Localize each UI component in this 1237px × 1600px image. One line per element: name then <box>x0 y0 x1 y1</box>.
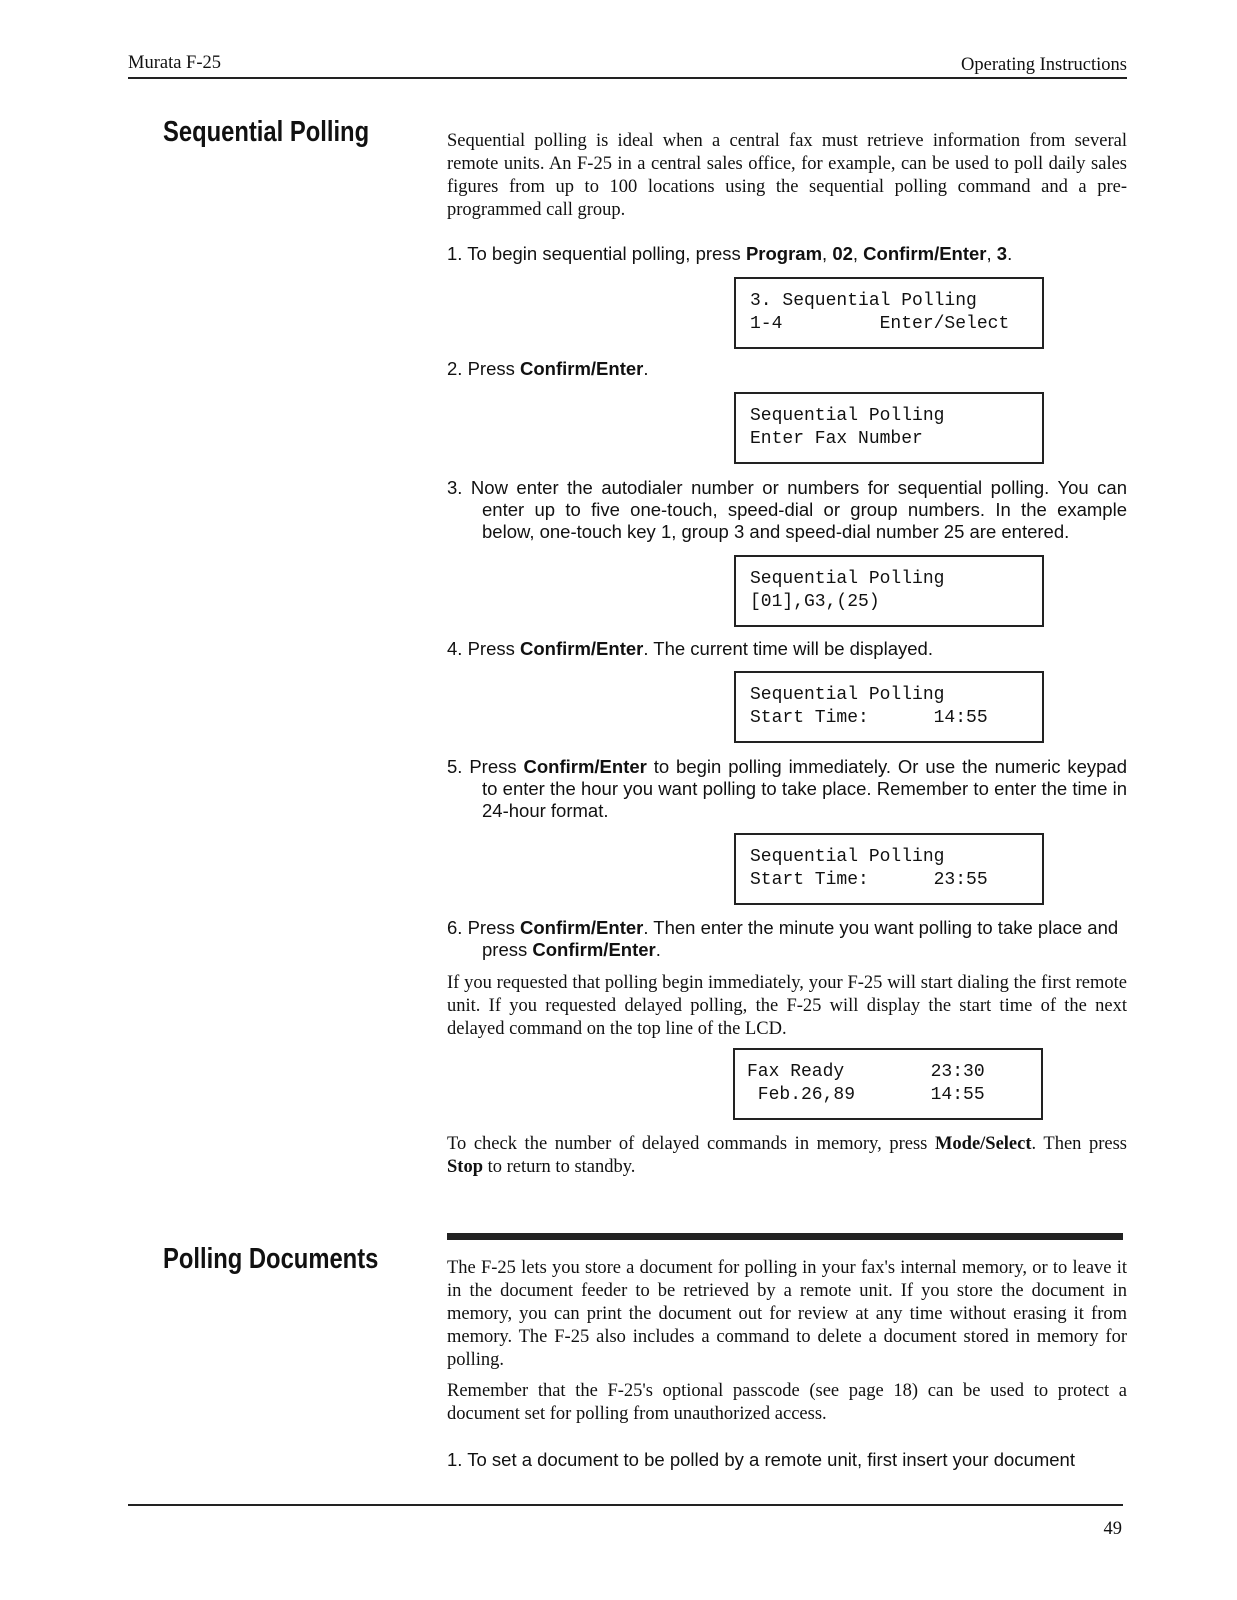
header-left: Murata F-25 <box>128 53 221 73</box>
text-run: 6. Press <box>447 917 520 938</box>
polling-documents-paragraph <box>447 1257 1127 1372</box>
lcd-line: 1-4 Enter/Select <box>750 314 1010 334</box>
lcd-line: Sequential Polling <box>750 685 945 705</box>
footer-rule <box>128 1504 1123 1506</box>
lcd-display-5 <box>734 833 1044 905</box>
text-run: To check the number of delayed commands in memory, press <box>447 1134 935 1154</box>
bold-key-name: 3 <box>996 243 1008 264</box>
lcd-display-3 <box>734 555 1044 627</box>
step-6 <box>447 917 1127 961</box>
bold-key-name: Confirm/Enter <box>863 243 987 264</box>
text-run: . The current time will be displayed. <box>643 638 933 659</box>
header-rule <box>128 77 1127 79</box>
polling-step-1 <box>447 1449 1127 1471</box>
bold-key-name: Program <box>745 243 823 264</box>
text-run: . Then press <box>1031 1134 1128 1154</box>
section-divider <box>447 1233 1123 1240</box>
text-run: 2. Press <box>447 358 520 379</box>
intro-paragraph <box>447 130 1127 222</box>
bold-key-name: Stop <box>447 1157 483 1177</box>
lcd-line: [01],G3,(25) <box>750 592 880 612</box>
bold-key-name: Confirm/Enter <box>532 939 656 960</box>
lcd-line: Sequential Polling <box>750 406 945 426</box>
lcd-display-2 <box>734 392 1044 464</box>
lcd-line: Fax Ready 23:30 <box>747 1062 985 1082</box>
text-run: 1. To set a document to be polled by a remote unit, first insert your document <box>447 1449 1075 1470</box>
text-run: . <box>655 939 661 960</box>
text-run: , <box>822 243 833 264</box>
bold-key-name: Mode/Select <box>934 1134 1032 1154</box>
lcd-line: Start Time: 23:55 <box>750 870 988 890</box>
immediate-polling-paragraph <box>447 972 1127 1041</box>
text-run: 3. Now enter the autodialer number or numbers for sequential polling. You can enter up to five one-touch, speed-dial or group numbers. In the example below, one-touch key 1, group 3 and speed-dial number 25 are entered. <box>447 477 1127 542</box>
lcd-display-6 <box>733 1048 1043 1120</box>
lcd-display-4 <box>734 671 1044 743</box>
text-run: to begin polling immediately. Or use the numeric keypad to enter the hour you want polling to take place. Remember to enter the time in 24-hour format. <box>482 756 1128 821</box>
section-title-polling-documents: Polling Documents <box>163 1243 379 1275</box>
lcd-line: Enter Fax Number <box>750 429 923 449</box>
delayed-commands-paragraph <box>447 1133 1127 1179</box>
text-run: The F-25 lets you store a document for polling in your fax's internal memory, or to leave it in the document feeder to be retrieved by a remote unit. If you store the document in memory, you can print the document out for review at any time without erasing it from memory. The F-25 also includes a command to delete a document stored in memory for polling. <box>447 1258 1127 1370</box>
text-run: Remember that the F-25's optional passcode (see page 18) can be used to protect a document set for polling from unauthorized access. <box>447 1381 1127 1424</box>
text-run: to return to standby. <box>483 1157 636 1177</box>
lcd-display-1 <box>734 277 1044 349</box>
bold-key-name: Confirm/Enter <box>523 756 647 777</box>
text-run: , <box>986 243 997 264</box>
text-run: 1. To begin sequential polling, press <box>447 243 746 264</box>
step-1 <box>447 243 1127 265</box>
text-run: . <box>643 358 649 379</box>
passcode-paragraph <box>447 1380 1127 1426</box>
text-run: . <box>1007 243 1013 264</box>
step-2 <box>447 358 1127 380</box>
step-5 <box>447 756 1127 822</box>
lcd-line: Sequential Polling <box>750 569 945 589</box>
lcd-line: Feb.26,89 14:55 <box>747 1085 985 1105</box>
text-run: 5. Press <box>447 756 524 777</box>
bold-key-name: 02 <box>832 243 853 264</box>
lcd-line: 3. Sequential Polling <box>750 291 977 311</box>
step-3 <box>447 477 1127 543</box>
text-run: , <box>852 243 864 264</box>
page-number: 49 <box>1103 1519 1122 1539</box>
lcd-line: Start Time: 14:55 <box>750 708 988 728</box>
bold-key-name: Confirm/Enter <box>520 917 644 938</box>
step-4 <box>447 638 1127 660</box>
text-run: . Then enter the minute you want polling to take place and press <box>482 917 1119 960</box>
text-run: Sequential polling is ideal when a central fax must retrieve information from several remote units. An F-25 in a central sales office, for example, can be used to poll daily sales figures from up to 100 locations using the sequential polling command and a pre-programmed call group. <box>447 131 1127 220</box>
bold-key-name: Confirm/Enter <box>520 358 644 379</box>
bold-key-name: Confirm/Enter <box>520 638 644 659</box>
lcd-line: Sequential Polling <box>750 847 945 867</box>
header-right: Operating Instructions <box>961 55 1127 75</box>
text-run: If you requested that polling begin immediately, your F-25 will start dialing the first remote unit. If you requested delayed polling, the F-25 will display the start time of the next delayed command on the top line of the LCD. <box>447 973 1127 1039</box>
text-run: 4. Press <box>447 638 520 659</box>
section-title-sequential-polling: Sequential Polling <box>163 116 370 148</box>
